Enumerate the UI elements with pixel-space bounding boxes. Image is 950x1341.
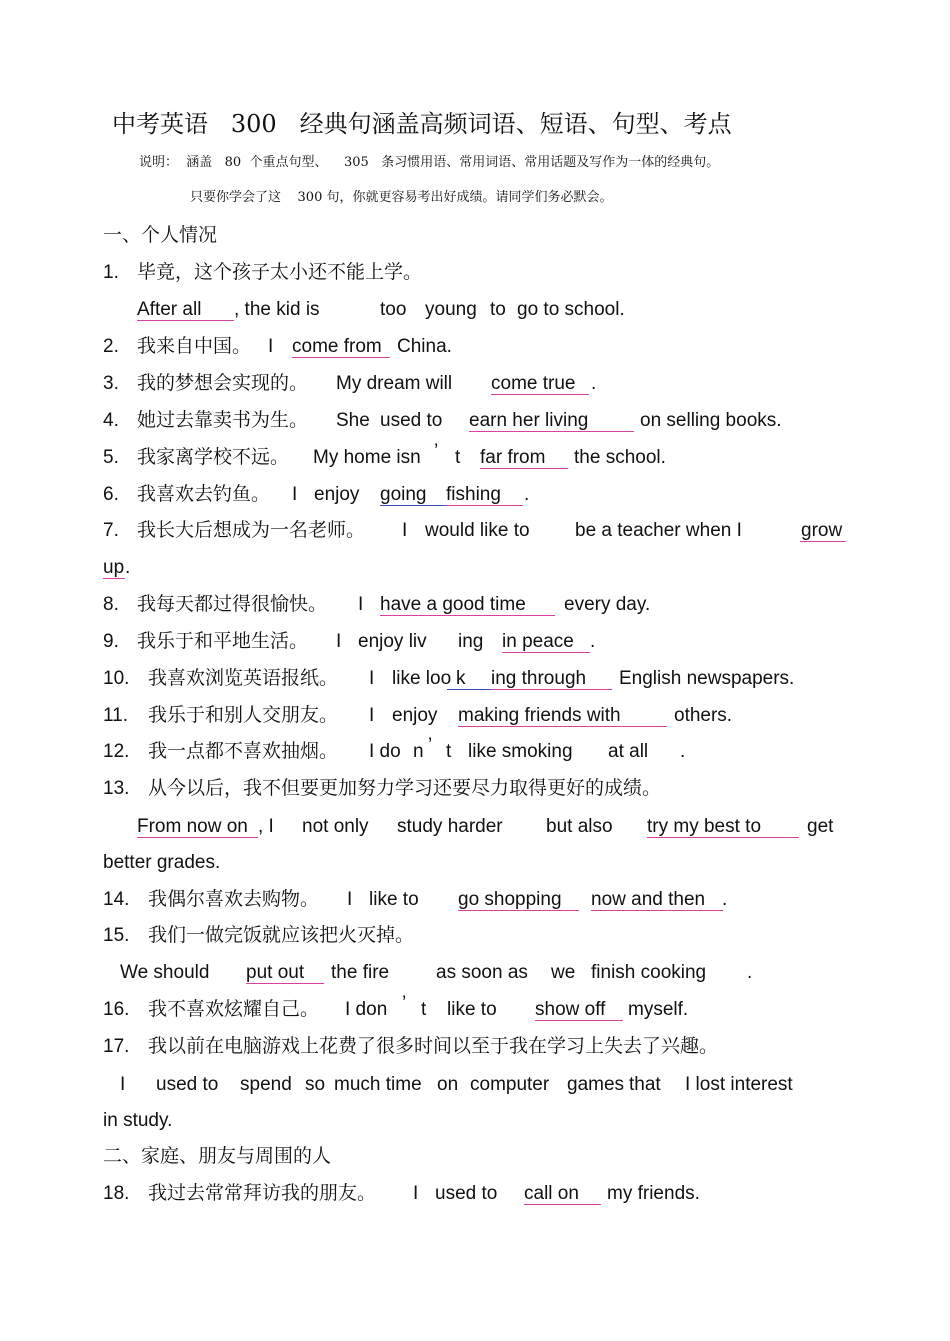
item-english: , I [258, 816, 274, 837]
answer-text: try my best to [647, 816, 762, 837]
item-english: t [455, 447, 461, 468]
item-english: We should [120, 962, 210, 983]
item-english: n [413, 741, 424, 762]
answer-text: show off [535, 999, 606, 1020]
item-english: . [747, 962, 753, 983]
answer-text: ing through [491, 668, 587, 689]
answer-text: have a good time [380, 594, 526, 615]
description-line-2: 只要你学会了这 300 句，你就更容易考出好成绩。请同学们务必默会。 [190, 190, 613, 205]
answer-underline [502, 652, 590, 653]
item-chinese: 我不喜欢炫耀自己。 [148, 998, 320, 1020]
item-english: much time [334, 1074, 422, 1095]
item-english: used to [156, 1074, 219, 1095]
item-english: my friends. [607, 1183, 700, 1204]
item-chinese: 我们一做完饭就应该把火灭掉。 [148, 924, 415, 946]
answer-underline [458, 910, 579, 911]
item-english: games [567, 1074, 625, 1095]
answer-underline [647, 837, 799, 838]
item-english: every day. [564, 594, 651, 615]
item-chinese: 我偶尔喜欢去购物。 [148, 888, 320, 910]
answer-underline [380, 505, 446, 506]
item-english: , the kid is [234, 299, 320, 320]
item-english: ’ [402, 993, 407, 1014]
item-number: 7. [103, 520, 119, 541]
item-english: on [437, 1074, 459, 1095]
item-english: to [490, 299, 506, 320]
item-english: enjoy [392, 705, 438, 726]
item-english: . [680, 741, 686, 762]
item-english: used to [435, 1183, 498, 1204]
item-english: I [120, 1074, 126, 1095]
item-chinese: 我乐于和平地生活。 [137, 630, 309, 652]
answer-text: earn her living [469, 410, 589, 431]
answer-underline [246, 983, 324, 984]
item-english: I [336, 631, 342, 652]
item-english: . [524, 484, 530, 505]
description-line-1: 说明： 涵盖 80 个重点句型、 305 条习惯用语、常用词语、常用话题及写作为一体的经典句。 [139, 155, 720, 170]
item-number: 1. [103, 262, 119, 283]
item-chinese: 我喜欢去钓鱼。 [137, 483, 271, 505]
item-english: ing [458, 631, 484, 652]
answer-text: put out [246, 962, 305, 983]
item-chinese: 我家离学校不远。 [137, 446, 290, 468]
item-english: She [336, 410, 370, 431]
item-english: I lost interest [685, 1074, 793, 1095]
item-english: be a teacher when I [575, 520, 742, 541]
answer-text: going [380, 484, 427, 505]
item-chinese: 我一点都不喜欢抽烟。 [148, 740, 339, 762]
item-english: better grades. [103, 852, 221, 873]
item-english: My dream will [336, 373, 453, 394]
item-english: enjoy [314, 484, 360, 505]
item-english: too [380, 299, 407, 320]
answer-underline [491, 394, 589, 395]
answer-text: come true [491, 373, 576, 394]
item-english: myself. [628, 999, 689, 1020]
item-chinese: 她过去靠卖书为生。 [137, 409, 309, 431]
answer-underline [469, 431, 634, 432]
item-chinese: 我以前在电脑游戏上花费了很多时间以至于我在学习上失去了兴趣。 [148, 1035, 719, 1057]
section-heading-family-friends: 二、家庭、朋友与周围的人 [103, 1145, 332, 1167]
item-number: 6. [103, 484, 119, 505]
item-english: I [369, 705, 375, 726]
item-number: 13. [103, 778, 130, 799]
item-english: t [446, 741, 452, 762]
item-english: . [591, 373, 597, 394]
item-english: I [369, 668, 375, 689]
item-english: I [268, 336, 274, 357]
answer-underline [380, 615, 555, 616]
item-english: I don [345, 999, 388, 1020]
item-number: 12. [103, 741, 130, 762]
item-english: go to school. [517, 299, 625, 320]
item-english: as soon as [436, 962, 528, 983]
item-chinese: 我长大后想成为一名老师。 [137, 519, 366, 541]
answer-text: k [456, 668, 466, 689]
answer-underline [137, 837, 258, 838]
item-english: computer [470, 1074, 550, 1095]
item-english: I [347, 889, 353, 910]
item-chinese: 我的梦想会实现的。 [137, 372, 309, 394]
item-chinese: 从今以后，我不但要更加努力学习还要尽力取得更好的成绩。 [148, 777, 662, 799]
item-chinese: 我喜欢浏览英语报纸。 [148, 667, 339, 689]
item-english: not only [302, 816, 369, 837]
item-english: in study. [103, 1110, 173, 1131]
item-number: 16. [103, 999, 130, 1020]
section-heading-personal: 一、个人情况 [103, 224, 218, 246]
item-number: 4. [103, 410, 119, 431]
answer-text: go shopping [458, 889, 562, 910]
item-english: like to [369, 889, 419, 910]
item-chinese: 我乐于和别人交朋友。 [148, 704, 339, 726]
answer-underline [524, 1204, 601, 1205]
item-english: spend [240, 1074, 292, 1095]
answer-underline [458, 726, 667, 727]
item-chinese: 我每天都过得很愉快。 [137, 593, 328, 615]
item-english: . [722, 889, 728, 910]
item-english: study harder [397, 816, 503, 837]
answer-underline [591, 910, 723, 911]
item-english: My home isn [313, 447, 421, 468]
item-english: . [590, 631, 596, 652]
item-english: used to [380, 410, 443, 431]
answer-text: grow [801, 520, 843, 541]
item-english: on selling books. [640, 410, 782, 431]
item-english: like loo [392, 668, 452, 689]
item-english: but also [546, 816, 613, 837]
item-chinese: 我过去常常拜访我的朋友。 [148, 1182, 377, 1204]
item-english: I [358, 594, 364, 615]
item-number: 17. [103, 1036, 130, 1057]
item-english: China. [397, 336, 452, 357]
item-english: ’ [434, 441, 439, 462]
item-number: 18. [103, 1183, 130, 1204]
item-number: 2. [103, 336, 119, 357]
item-english: the fire [331, 962, 390, 983]
item-number: 10. [103, 668, 130, 689]
answer-underline [447, 689, 491, 690]
item-english: enjoy liv [358, 631, 427, 652]
item-english: ’ [428, 735, 433, 756]
item-english: so [305, 1074, 326, 1095]
item-english: at all [608, 741, 649, 762]
item-english: like to [447, 999, 497, 1020]
item-number: 5. [103, 447, 119, 468]
item-english: English newspapers. [619, 668, 795, 689]
item-english: like smoking [468, 741, 573, 762]
item-english: the school. [574, 447, 666, 468]
item-number: 8. [103, 594, 119, 615]
answer-text: in peace [502, 631, 574, 652]
item-english: we [551, 962, 576, 983]
answer-underline [446, 505, 523, 506]
answer-text: From now on [137, 816, 248, 837]
item-english: young [425, 299, 477, 320]
item-english: I do [369, 741, 401, 762]
page-title: 中考英语 300 经典句涵盖高频词语、短语、句型、考点 [112, 110, 732, 138]
item-chinese: 我来自中国。 [137, 335, 252, 357]
item-english: would like to [425, 520, 530, 541]
item-english: get [807, 816, 834, 837]
answer-text: up [103, 557, 125, 578]
item-number: 15. [103, 925, 130, 946]
item-english: I [413, 1183, 419, 1204]
item-english: . [125, 557, 131, 578]
answer-underline [480, 468, 568, 469]
answer-underline [535, 1020, 623, 1021]
answer-text: far from [480, 447, 546, 468]
item-number: 14. [103, 889, 130, 910]
answer-underline [103, 578, 125, 579]
item-number: 11. [103, 705, 129, 726]
item-number: 3. [103, 373, 119, 394]
answer-underline [137, 320, 234, 321]
item-english: I [292, 484, 298, 505]
answer-underline [800, 541, 846, 542]
answer-text: After all [137, 299, 202, 320]
answer-text: come from [292, 336, 382, 357]
item-english: others. [674, 705, 733, 726]
item-number: 9. [103, 631, 119, 652]
answer-text: call on [524, 1183, 579, 1204]
answer-text: now and then [591, 889, 706, 910]
item-english: I [402, 520, 408, 541]
answer-underline [292, 357, 390, 358]
answer-underline [491, 689, 612, 690]
answer-text: fishing [446, 484, 501, 505]
item-english: t [421, 999, 427, 1020]
item-chinese: 毕竟，这个孩子太小还不能上学。 [137, 261, 423, 283]
item-english: that [629, 1074, 661, 1095]
item-english: finish cooking [591, 962, 707, 983]
answer-text: making friends with [458, 705, 621, 726]
